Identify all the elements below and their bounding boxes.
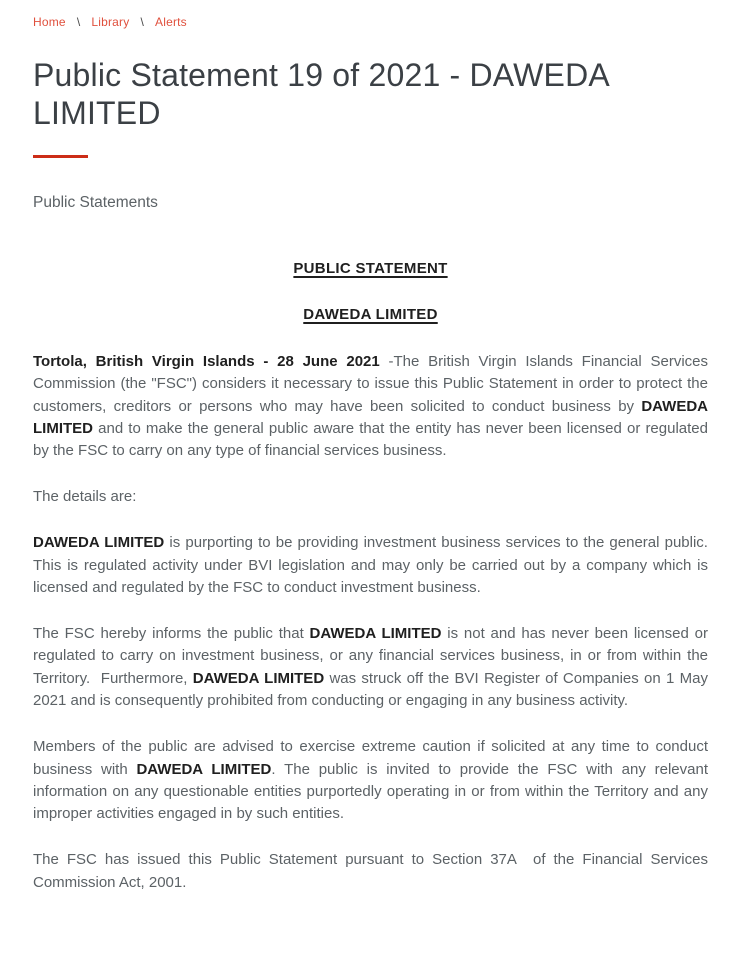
- paragraph: [33, 736, 708, 826]
- paragraph: [33, 623, 708, 713]
- article-body: [33, 258, 708, 894]
- text-segment-bold: DAWEDA LIMITED: [136, 760, 272, 778]
- text-segment: The FSC hereby informs the public that: [33, 624, 310, 642]
- text-segment: is not and has never been licensed or regulated to carry on investment business, or any financial services business, in or from within the Territory. Furthermore,: [33, 624, 708, 687]
- text-segment: and to make the general public aware that the entity has never been licensed or regulated by the FSC to carry on any type of financial services business.: [33, 420, 708, 460]
- text-segment: Members of the public are advised to exercise extreme caution if solicited at any time to conduct business with: [33, 738, 708, 778]
- text-segment: -The British Virgin Islands Financial Services Commission (the "FSC") considers it necessary to issue this Public Statement in order to protect the customers, creditors or persons who may have been solicited to conduct business by: [33, 352, 708, 415]
- text-segment: . The public is invited to provide the FSC with any relevant information on any questionable entities purportedly operating in or from within the Territory and any improper activities engaged in by such entities.: [33, 760, 708, 823]
- text-segment: The FSC has issued this Public Statement pursuant to Section 37A of the Financial Services Commission Act, 2001.: [33, 851, 708, 891]
- breadcrumb-separator: \: [140, 15, 144, 29]
- statement-heading: [33, 304, 708, 326]
- text-segment: is purporting to be providing investment business services to the general public. This is regulated activity under BVI legislation and may only be carried out by a company which is licensed and regulated by the FSC to conduct investment business.: [33, 534, 708, 597]
- text-segment-bold: DAWEDA LIMITED: [309, 624, 442, 642]
- statement-heading-text: DAWEDA LIMITED: [303, 306, 438, 324]
- paragraph: [33, 532, 708, 599]
- text-segment: was struck off the BVI Register of Companies on 1 May 2021 and is consequently prohibited from conducting or engaging in any business activity.: [33, 669, 708, 710]
- text-segment-bold: DAWEDA LIMITED: [192, 669, 325, 687]
- text-segment: The details are:: [33, 488, 137, 506]
- statement-heading: [33, 258, 708, 280]
- breadcrumb-separator: \: [76, 15, 81, 29]
- breadcrumb-link-library[interactable]: Library: [91, 15, 130, 29]
- text-segment-bold: DAWEDA LIMITED: [33, 534, 165, 552]
- breadcrumb-link-home[interactable]: Home: [33, 15, 66, 29]
- breadcrumb-link-alerts[interactable]: Alerts: [155, 15, 187, 29]
- text-segment-bold: DAWEDA LIMITED: [33, 397, 708, 438]
- accent-rule: [33, 155, 88, 158]
- text-segment-bold: Tortola, British Virgin Islands - 28 June 2021: [33, 352, 389, 370]
- breadcrumb: [33, 14, 708, 30]
- paragraph: [33, 849, 708, 894]
- statement-heading-text: PUBLIC STATEMENT: [293, 260, 448, 277]
- paragraph: [33, 351, 708, 463]
- category-label: Public Statements: [33, 194, 158, 211]
- page-title: Public Statement 19 of 2021 - DAWEDA LIMITED: [33, 57, 609, 131]
- paragraph: [33, 486, 708, 508]
